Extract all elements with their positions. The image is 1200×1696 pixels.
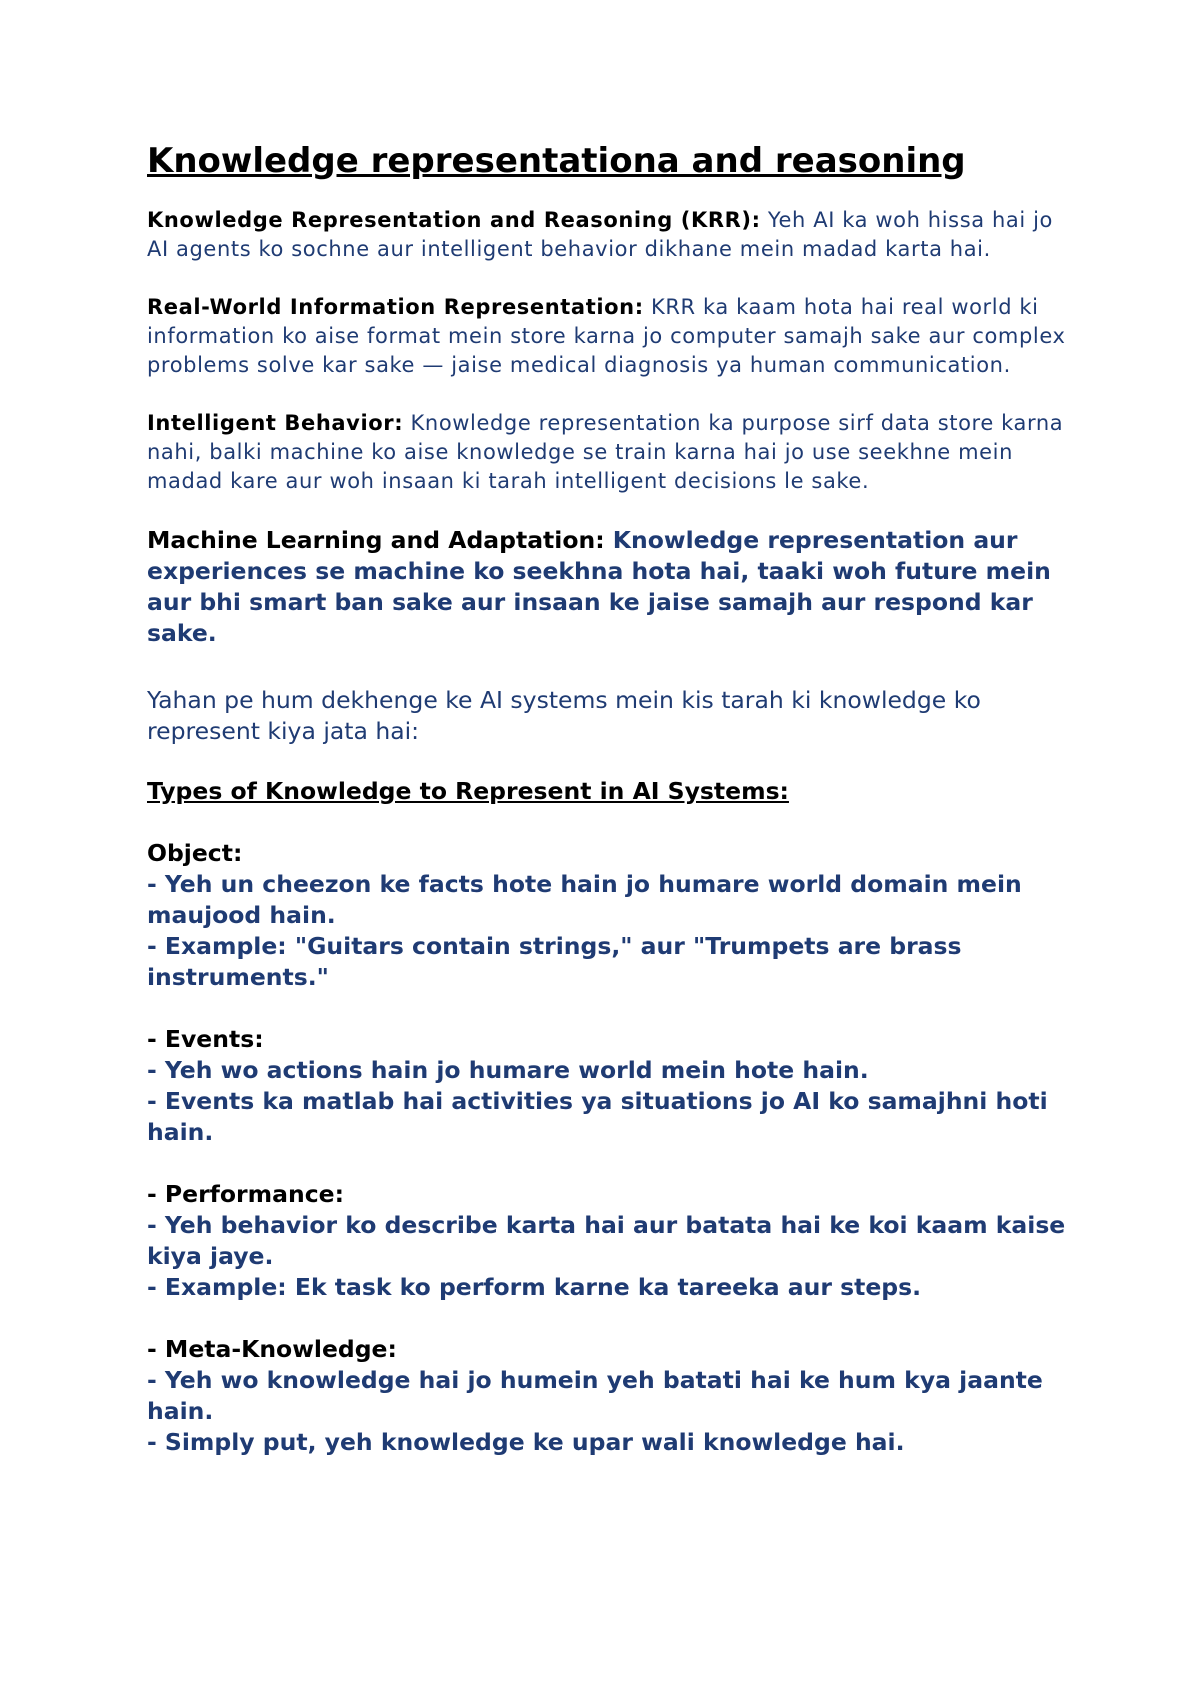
krr-text: Yeh AI ka woh hissa hai jo AI agents ko sochne aur intelligent behavior dikhane mein madad karta hai.	[147, 208, 1053, 261]
type-line: - Events ka matlab hai activities ya situations jo AI ko samajhni hoti hain.	[147, 1087, 1048, 1146]
document-title: Knowledge representationa and reasoning	[147, 141, 966, 181]
document-page	[147, 138, 1077, 1489]
type-line: - Yeh wo actions hain jo humare world mein hote hain.	[147, 1056, 869, 1084]
ml-text: Knowledge representation aur experiences se machine ko seekhna hota hai, taaki woh future mein aur bhi smart ban sake aur insaan ke jaise samajh aur respond kar sake.	[147, 526, 1051, 647]
type-object	[147, 838, 1077, 993]
ml-label: Machine Learning and Adaptation:	[147, 526, 605, 554]
type-events	[147, 1024, 1077, 1148]
type-line: - Example: "Guitars contain strings," aur "Trumpets are brass instruments."	[147, 932, 962, 991]
krr-paragraph	[147, 206, 1077, 264]
type-heading: Object:	[147, 839, 243, 867]
krr-label: Knowledge Representation and Reasoning (KRR):	[147, 208, 761, 232]
types-heading: Types of Knowledge to Represent in AI Systems:	[147, 777, 789, 805]
type-heading: - Performance:	[147, 1180, 344, 1208]
intelligent-behavior-paragraph	[147, 409, 1077, 496]
type-line: - Example: Ek task ko perform karne ka tareeka aur steps.	[147, 1273, 922, 1301]
type-meta-knowledge	[147, 1334, 1077, 1458]
real-world-label: Real-World Information Representation:	[147, 295, 644, 319]
intelligent-behavior-label: Intelligent Behavior:	[147, 411, 404, 435]
type-performance	[147, 1179, 1077, 1303]
type-heading: - Events:	[147, 1025, 264, 1053]
lead-paragraph: Yahan pe hum dekhenge ke AI systems mein kis tarah ki knowledge ko represent kiya jata hai:	[147, 686, 981, 745]
type-line: - Yeh wo knowledge hai jo humein yeh batati hai ke hum kya jaante hain.	[147, 1366, 1043, 1425]
real-world-paragraph	[147, 293, 1077, 380]
intelligent-behavior-text: Knowledge representation ka purpose sirf data store karna nahi, balki machine ko aise knowledge se train karna hai jo use seekhne mein madad kare aur woh insaan ki tarah intelligent decisions le sake.	[147, 411, 1064, 493]
type-heading: - Meta-Knowledge:	[147, 1335, 397, 1363]
ml-paragraph	[147, 525, 1077, 649]
type-line: - Yeh behavior ko describe karta hai aur batata hai ke koi kaam kaise kiya jaye.	[147, 1211, 1066, 1270]
type-line: - Yeh un cheezon ke facts hote hain jo humare world domain mein maujood hain.	[147, 870, 1022, 929]
type-line: - Simply put, yeh knowledge ke upar wali knowledge hai.	[147, 1428, 905, 1456]
real-world-text: KRR ka kaam hota hai real world ki information ko aise format mein store karna jo computer samajh sake aur complex problems solve kar sake — jaise medical diagnosis ya human communication.	[147, 295, 1066, 377]
